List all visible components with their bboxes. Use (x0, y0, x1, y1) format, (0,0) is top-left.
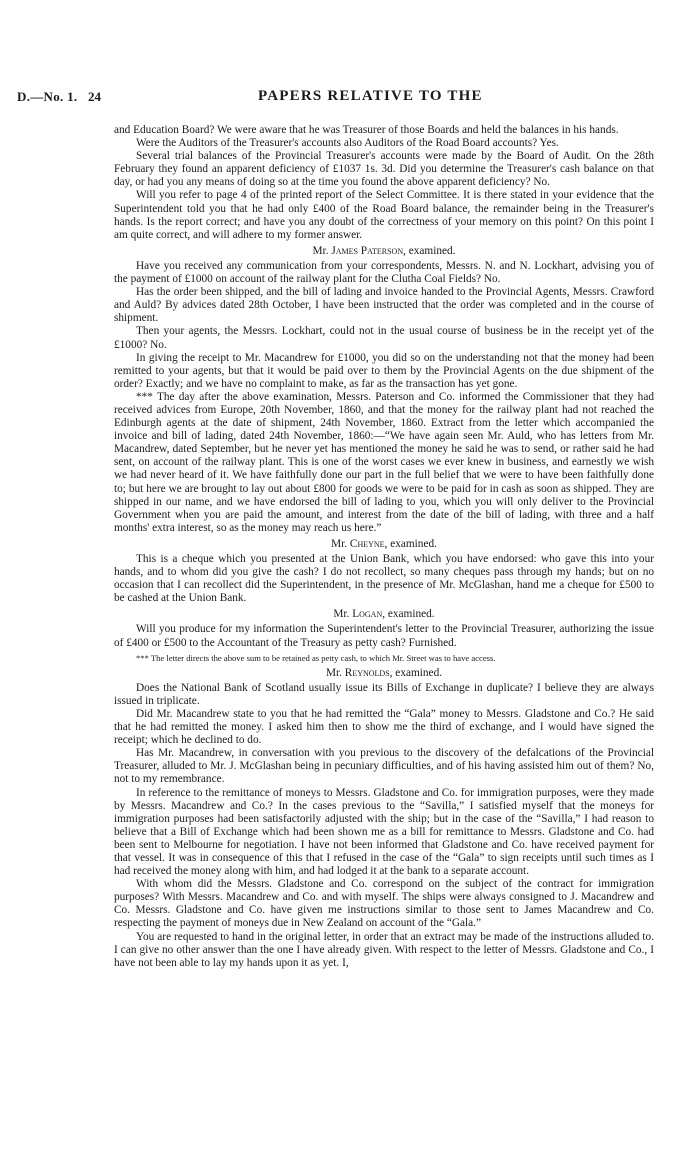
heading-prefix: Mr. (333, 608, 353, 621)
heading-prefix: Mr. (325, 666, 345, 679)
testimony-paragraph: and Education Board? We were aware that he was Treasurer of those Boards and held the balances in his hands. (114, 124, 619, 136)
testimony-paragraph: Will you produce for my information the Superintendent's letter to the Provincial Treasurer, authorizing the issue of £400 or £500 to the Accountant of the Treasury as petty cash? Furnished. (114, 623, 654, 649)
testimony-paragraph: Several trial balances of the Provincial Treasurer's accounts were made by the Board of Audit. On the 28th February they found an apparent deficiency of £1037 1s. 3d. Did you determine the Treasurer's cash balance on that day, or had you any means of doing so at the time you found the above apparent deficiency? No. (114, 150, 654, 189)
heading-suffix: , examined. (382, 608, 435, 621)
body-text (114, 124, 654, 970)
witness-heading (114, 608, 654, 621)
testimony-paragraph: Has the order been shipped, and the bill of lading and invoice handed to the Provincial Agents, Messrs. Crawford and Auld? By advices dated 28th October, I have been instructed that the order was completed and in the course of shipment. (114, 286, 654, 325)
witness-name: Reynolds (344, 666, 390, 679)
testimony-paragraph: *** The day after the above examination, Messrs. Paterson and Co. informed the Commissioner that they had received advices from Europe, 20th November, 1860, and that the money for the railway plant had not reached the Edinburgh agents at the date of shipment, 24th November, 1860. Extract from the letter which accompanied the invoice and bill of lading, dated 24th November, 1860:—“We have again seen Mr. Auld, who has letters from Mr. Macandrew, dated September, but he never yet has mentioned the money he said he was to send, or rather said he had sent, on account of the railway plant. This is one of the worst cases we ever knew in business, and earnestly we wish we had never heard of it. We have faithfully done our part in the full belief that we were to have been faithfully done to; but here we are brought to lay out about £800 for goods we were to be paid for in cash as soon as shipped. They are shipped in our name, and we have endorsed the bill of lading to you, which you will only deliver to the Provincial Government when you are paid the amount, and interest from the date of the bill of lading, with three and a half months' extra interest, so as the money may reach us here.” (114, 390, 654, 534)
testimony-paragraph: In giving the receipt to Mr. Macandrew for £1000, you did so on the understanding not that the money had been remitted to your agents, but that it would be paid over to them by the Provincial Agents on the due shipment of the order? Exactly; and we have no complaint to make, as far as the transaction has yet gone. (114, 351, 654, 390)
testimony-paragraph: Then your agents, the Messrs. Lockhart, could not in the usual course of business be in the receipt yet of the £1000? No. (114, 325, 654, 351)
editorial-note: *** The letter directs the above sum to be retained as petty cash, to which Mr. Street was to have access. (136, 652, 496, 663)
witness-name: Cheyne (349, 537, 385, 550)
running-title: PAPERS RELATIVE TO THE (258, 88, 483, 104)
testimony-paragraph: Did Mr. Macandrew state to you that he had remitted the “Gala” money to Messrs. Gladstone and Co.? He said that he had remitted the money. I asked him then to show me the third of exchange, and I would have signed the receipt; which he declined to do. (114, 707, 654, 747)
heading-suffix: , examined. (384, 537, 437, 550)
witness-name: James Paterson (331, 244, 404, 257)
running-header (0, 89, 700, 111)
heading-suffix: , examined. (389, 666, 443, 679)
testimony-paragraph: Has Mr. Macandrew, in conversation with you previous to the discovery of the defalcations of the Provincial Treasurer, alluded to Mr. J. McGlashan being in pecuniary difficulties, and of his having assisted him out of them? No, not to my remembrance. (114, 747, 654, 786)
testimony-paragraph: In reference to the remittance of moneys to Messrs. Gladstone and Co. for immigration purposes, were they made by Messrs. Macandrew and Co.? In the cases previous to the “Savilla,” I satisfied myself that the moneys for immigration purposes had been satisfactorily adjusted with the ship; but in the case of the “Savilla,” I had reason to believe that a Bill of Exchange which had been shown me as a bill for remittance to Messrs. Gladstone and Co. had been sent to Melbourne for negotiation. I have not been informed that Gladstone and Co. have received payment for that vessel. It was in consequence of this that I refused in the case of the “Gala” to sign receipts until such times as I had received the money along with him, and had lodged it at the bank to a separate account. (114, 786, 654, 878)
testimony-paragraph: This is a cheque which you presented at the Union Bank, which you have endorsed: who gave this into your hands, and to whom did you give the cash? I do not recollect, so many cheques pass through my hands; but on no occasion that I can recollect did the Superintendent, in the presence of Mr. McGlashan, hand me a cheque for £500 to be cashed at the Union Bank. (114, 553, 654, 605)
testimony-paragraph: Will you refer to page 4 of the printed report of the Select Committee. It is there stated in your evidence that the Superintendent told you that he had only £400 of the Road Board balance, the remainder being in the Treasurer's hands. Is the report correct; and have you any doubt of the correctness of your memory on this point? On this point I am quite correct, and will adhere to my former answer. (114, 189, 654, 241)
witness-name: Logan (352, 608, 383, 621)
document-reference: D.—No. 1. (17, 89, 78, 104)
testimony-paragraph: You are requested to hand in the original letter, in order that an extract may be made of the instructions alluded to. I can give no other answer than the one I have already given. With respect to the letter of Messrs. Gladstone and Co., I have not been able to lay my hands upon it as yet. I, (114, 930, 654, 969)
witness-heading (114, 538, 654, 551)
witness-heading (114, 245, 654, 258)
testimony-paragraph: Does the National Bank of Scotland usually issue its Bills of Exchange in duplicate? I believe they are always issued in triplicate. (114, 681, 654, 707)
heading-suffix: , examined. (403, 244, 456, 257)
testimony-paragraph: Were the Auditors of the Treasurer's accounts also Auditors of the Road Board accounts? Yes. (136, 137, 559, 150)
heading-prefix: Mr. (331, 537, 350, 550)
witness-heading (114, 667, 654, 680)
heading-prefix: Mr. (312, 244, 332, 257)
testimony-paragraph: Have you received any communication from your correspondents, Messrs. N. and N. Lockhart, advising you of the payment of £1000 on account of the railway plant for the Clutha Coal Fields? No. (114, 259, 654, 286)
testimony-paragraph: With whom did the Messrs. Gladstone and Co. correspond on the subject of the contract for immigration purposes? With Messrs. Macandrew and Co. and with myself. The ships were always consigned to J. Macandrew and Co. Messrs. Gladstone and Co. have given me instructions similar to those sent to James Macandrew and Co. respecting the payment of moneys due in New Zealand on account of the “Gala.” (114, 878, 654, 930)
page-number: 24 (88, 89, 101, 104)
